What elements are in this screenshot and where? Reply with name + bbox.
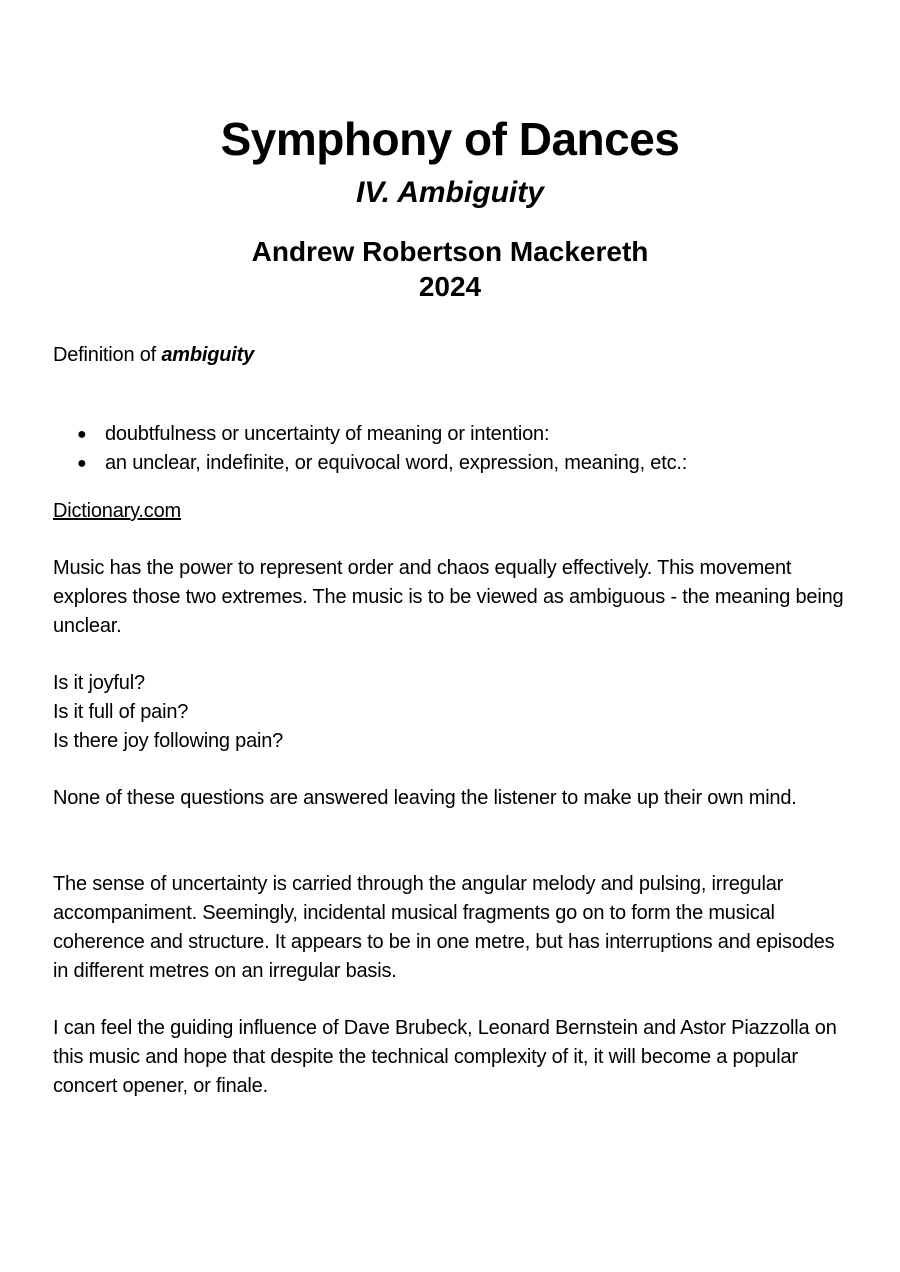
definition-item-text: an unclear, indefinite, or equivocal word, expression, meaning, etc.: xyxy=(105,452,688,474)
question-line: Is it joyful? xyxy=(53,672,145,694)
list-item xyxy=(53,420,853,449)
movement-subtitle: IV. Ambiguity xyxy=(356,176,544,209)
paragraph-listener: None of these questions are answered leaving the listener to make up their own mind. xyxy=(53,787,797,809)
list-item xyxy=(53,449,853,478)
definition-item-text: doubtfulness or uncertainty of meaning or intention: xyxy=(105,423,550,445)
definition-heading xyxy=(53,341,853,370)
bullet-icon: ● xyxy=(77,426,87,443)
definition-term: ambiguity xyxy=(161,344,255,366)
bullet-icon: ● xyxy=(77,455,87,472)
paragraph-intro: Music has the power to represent order and chaos equally effectively. This movement explores those two extremes. The music is to be viewed as ambiguous - the meaning being unclear. xyxy=(53,557,844,637)
composition-year: 2024 xyxy=(418,271,482,302)
definition-prefix: Definition of xyxy=(53,344,162,366)
page-title: Symphony of Dances xyxy=(220,113,680,165)
question-line: Is there joy following pain? xyxy=(53,730,284,752)
paragraph-influences: I can feel the guiding influence of Dave Brubeck, Leonard Bernstein and Astor Piazzolla on this music and hope that despite the technical complexity of it, it will become a popular concert opener, or finale. xyxy=(53,1017,837,1097)
paragraph-structure: The sense of uncertainty is carried through the angular melody and pulsing, irregular accompaniment. Seemingly, incidental musical fragments go on to form the musical coherence and structure. It appears to be in one metre, but has interruptions and episodes in different metres on an irregular basis. xyxy=(53,873,835,982)
composer-name: Andrew Robertson Mackereth xyxy=(251,236,649,267)
definition-source-link[interactable]: Dictionary.com xyxy=(53,500,181,522)
definition-list xyxy=(53,420,853,478)
question-line: Is it full of pain? xyxy=(53,701,189,723)
